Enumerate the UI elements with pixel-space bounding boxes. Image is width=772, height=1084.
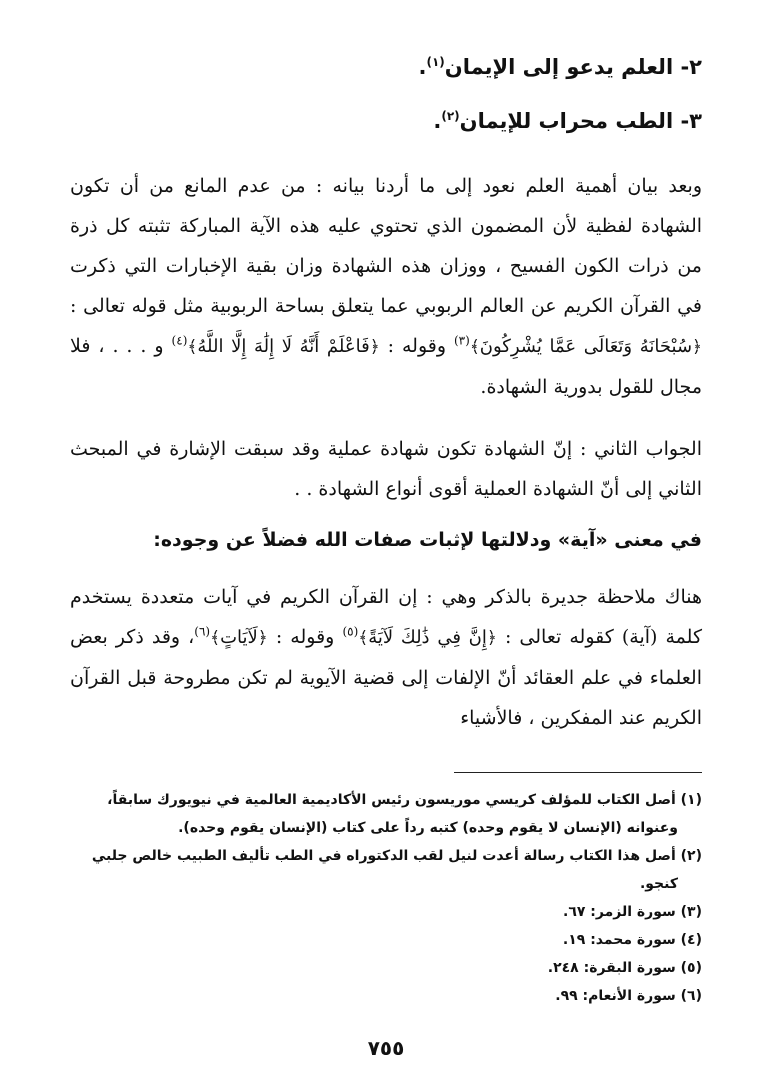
heading-item: ٣- الطب محراب للإيمان$^{(٢)}$. — [433, 109, 702, 133]
section-title: في معنى «آية» ودلالتها لإثبات صفات الله فضلاً عن وجوده: — [153, 529, 702, 551]
footnote: (١) أصل الكتاب للمؤلف كريسي موريسون رئيس الأكاديمية العالمية في نيويورك سابقاً، — [107, 792, 702, 808]
quran-quote: ﴿إِنَّ فِي ذَٰلِكَ لَآيَةً﴾ — [358, 627, 497, 648]
paragraph: الجواب الثاني : إنّ الشهادة تكون شهادة عملية وقد سبقت الإشارة في المبحث الثاني إلى أنّ الشهادة العملية أقوى أنواع الشهادة . . — [70, 438, 702, 500]
footnote-continuation: وعنوانه (الإنسان لا يقوم وحده) كتبه رداً على كتاب (الإنسان يقوم وحده). — [178, 820, 678, 836]
footnotes — [70, 786, 702, 1010]
footnote: (٤) سورة محمد: ١٩. — [562, 932, 702, 948]
footnote-ref: (٦) — [194, 624, 211, 639]
footnote: (٣) سورة الزمر: ٦٧. — [562, 904, 702, 920]
quran-quote: ﴿فَاعْلَمْ أَنَّهُ لَا إِلَٰهَ إِلَّا اللَّهُ﴾ — [187, 336, 380, 357]
footnote: (٢) أصل هذا الكتاب رسالة أعدت لنيل لقب الدكتوراه في الطب تأليف الطبيب خالص جلبي — [91, 848, 702, 864]
footnote-ref: (١) — [426, 55, 445, 69]
footnote-continuation: كنجو. — [639, 876, 678, 892]
page-body — [70, 40, 702, 738]
footnote-ref: (٣) — [453, 333, 470, 348]
footnote: (٦) سورة الأنعام: ٩٩. — [555, 988, 702, 1004]
paragraph: هناك ملاحظة جديرة بالذكر وهي : إن القرآن الكريم في آيات متعددة يستخدم كلمة (آية) كقوله تعالى : ﴿إِنَّ فِي ذَٰلِكَ لَآيَةً﴾$^{(٥)}$ وقوله : ﴿لَآيَاتٍ﴾$^{(٦)}$، وقد ذكر بعض العلماء في علم العقائد أنّ الإلفات إلى قضية الآيوية لم تكن مطروحة قبل القرآن الكريم عند المفكرين ، فالأشياء — [70, 586, 703, 729]
paragraph: وبعد بيان أهمية العلم نعود إلى ما أردنا بيانه : من عدم المانع من أن تكون الشهادة لفظية لأن المضمون الذي تحتوي عليه هذه الآية المباركة تثبته كل ذرة من ذرات الكون الفسيح ، ووزان هذه الشهادة وزان بقية الإخبارات التي ذكرت في القرآن الكريم عن العالم الربوبي عما يتعلق بساحة الربوبية مثل قوله تعالى : ﴿سُبْحَانَهُ وَتَعَالَى عَمَّا يُشْرِكُونَ﴾$^{(٣)}$ وقوله : ﴿فَاعْلَمْ أَنَّهُ لَا إِلَٰهَ إِلَّا اللَّهُ﴾$^{(٤)}$ و . . . ، فلا مجال للقول بدورية الشهادة. — [70, 175, 703, 398]
footnote-ref: (٥) — [342, 624, 359, 639]
quran-quote: ﴿سُبْحَانَهُ وَتَعَالَى عَمَّا يُشْرِكُونَ﴾ — [469, 336, 702, 357]
footnote-ref: (٢) — [441, 109, 460, 123]
page-number: ٧٥٥ — [367, 1036, 405, 1060]
quran-quote: ﴿لَآيَاتٍ﴾ — [210, 627, 268, 648]
footnote: (٥) سورة البقرة: ٢٤٨. — [547, 960, 702, 976]
heading-item: ٢- العلم يدعو إلى الإيمان$^{(١)}$. — [418, 55, 702, 79]
footnote-divider — [454, 772, 702, 773]
footnote-ref: (٤) — [171, 333, 188, 348]
